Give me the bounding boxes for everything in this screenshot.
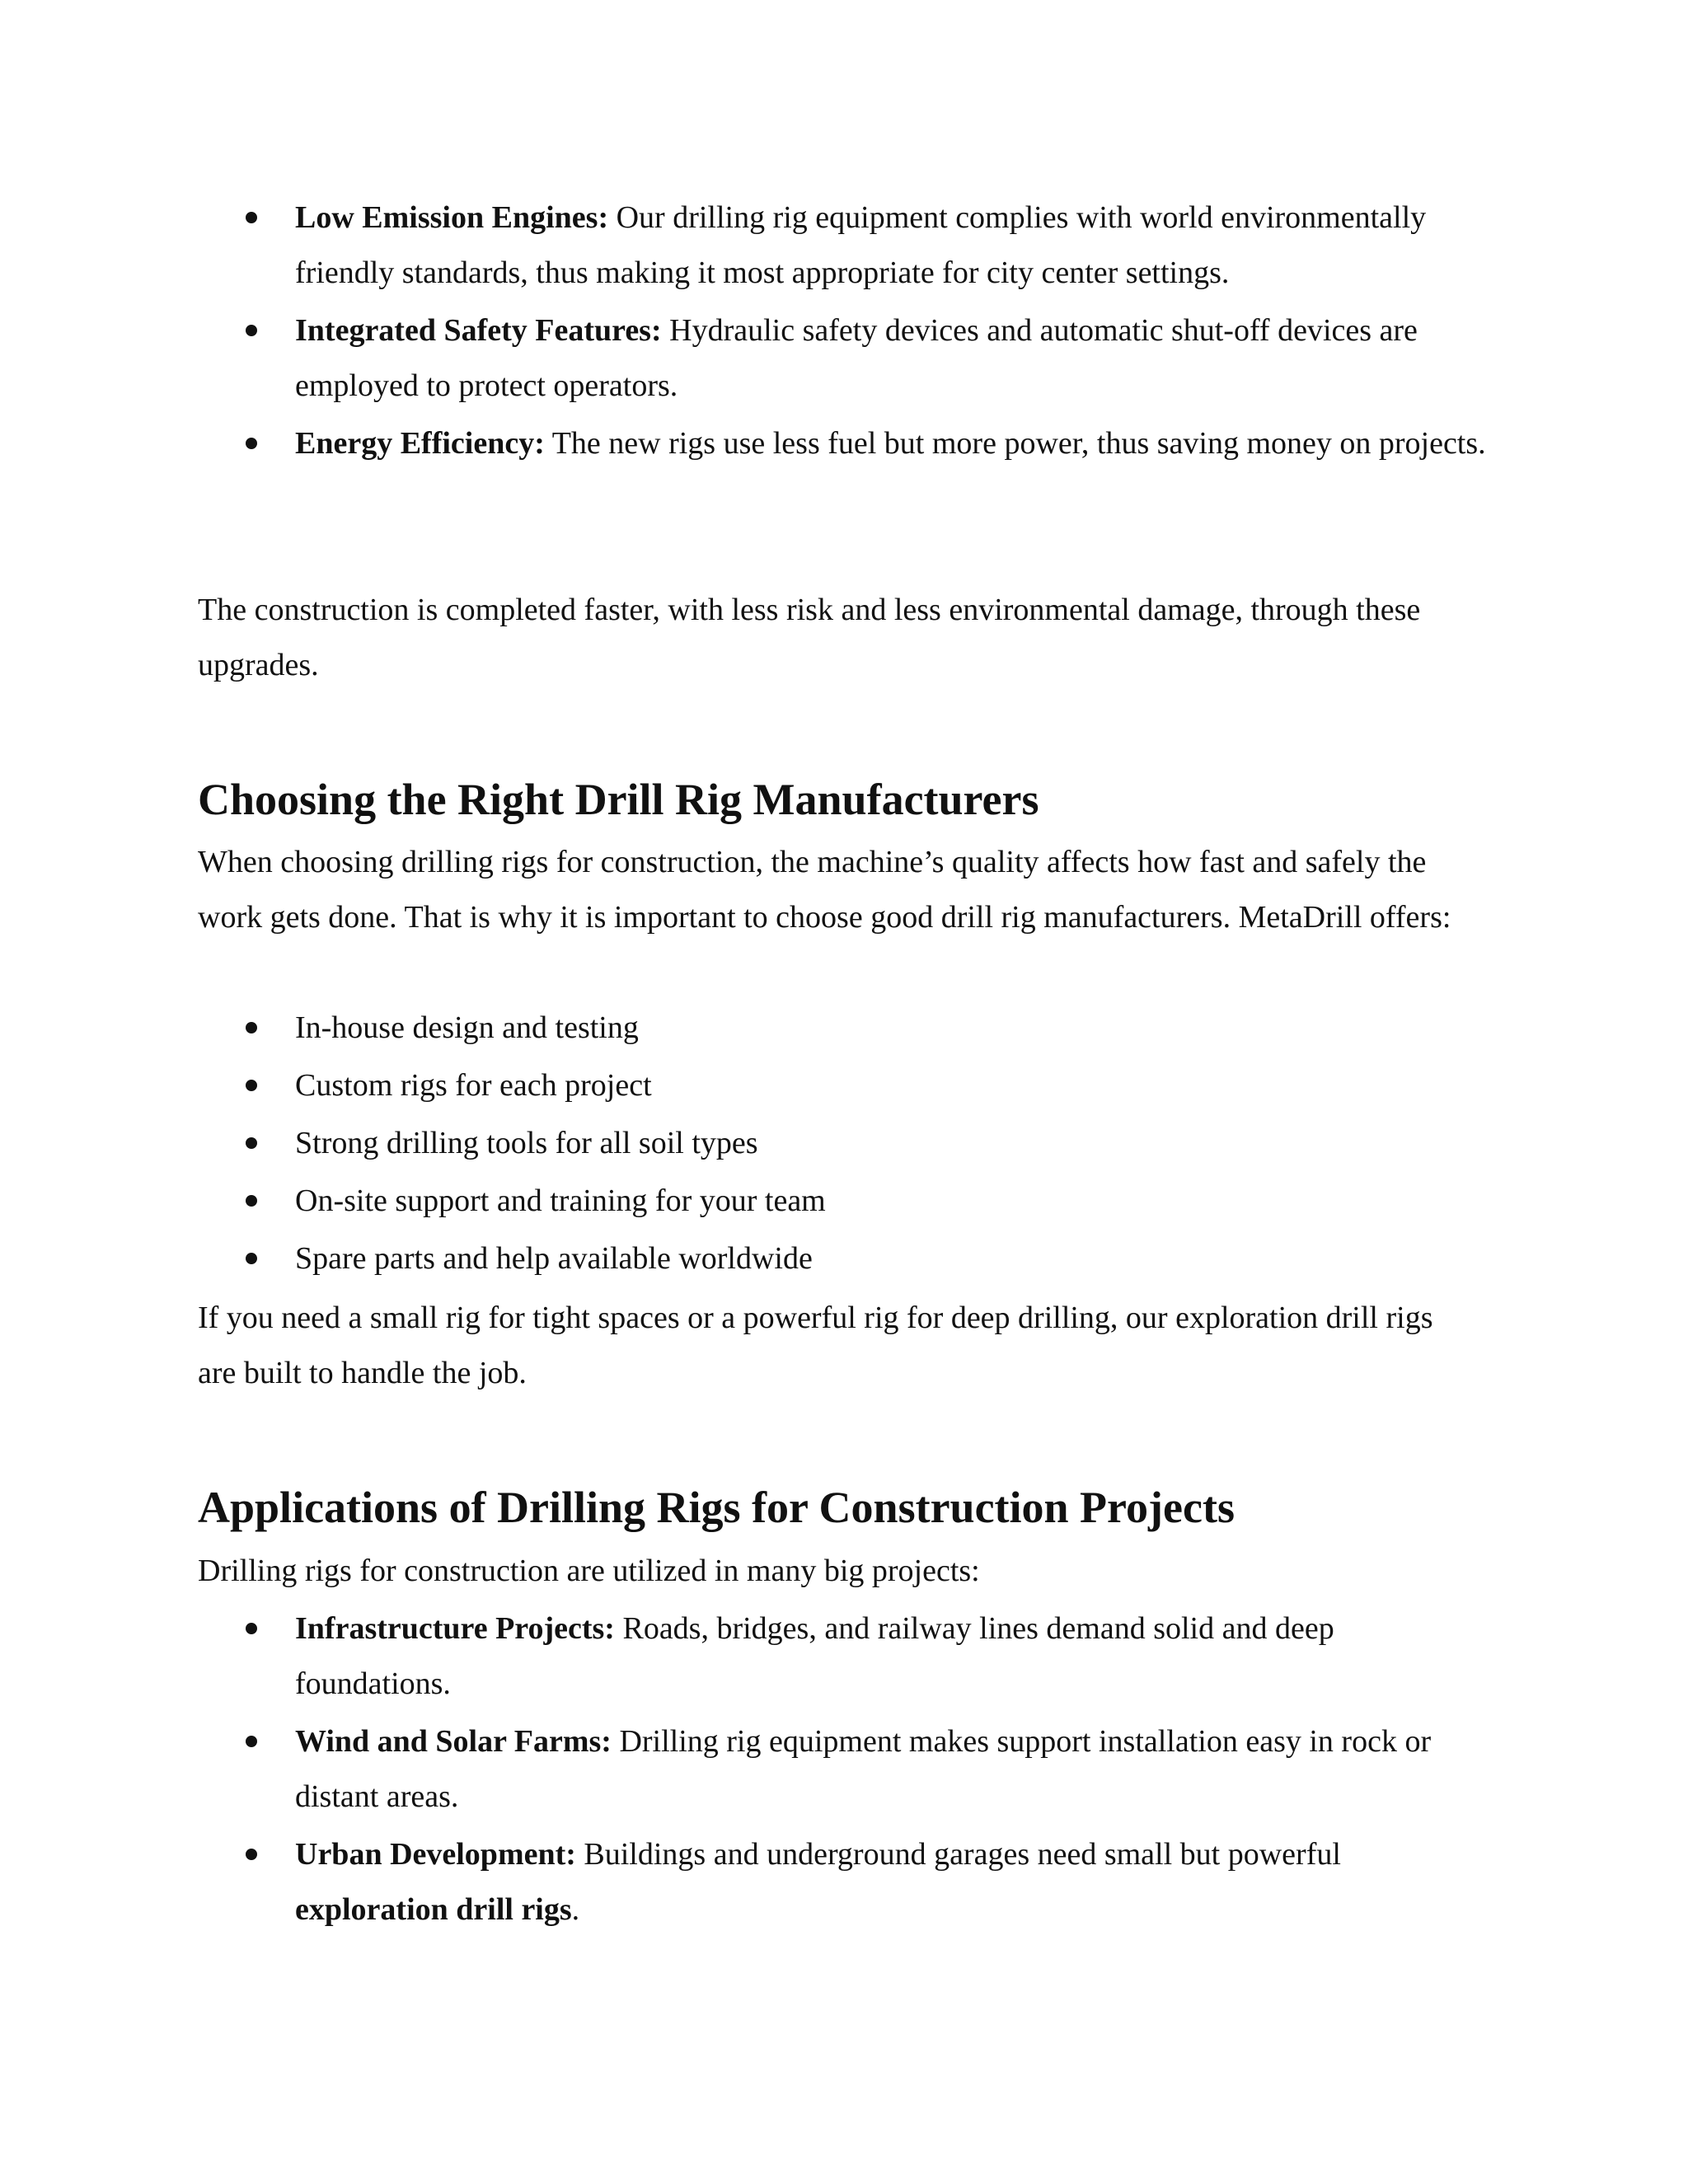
bullet-icon [246,1137,257,1149]
list-item: On-site support and training for your team [198,1174,1500,1229]
list-item: Custom rigs for each project [198,1058,1500,1113]
bullet-icon [246,438,257,449]
application-emphasis: exploration drill rigs [295,1892,572,1927]
application-description: Roads, bridges, and railway lines demand solid and deep foundations. [295,1611,1334,1701]
list-item [198,416,1515,471]
list-item [198,1827,1474,1938]
bullet-icon [246,1080,257,1091]
list-item [198,190,1465,301]
list-item [198,303,1515,414]
application-term: Wind and Solar Farms: [295,1724,612,1759]
list-item [198,1601,1465,1712]
feature-term: Low Emission Engines: [295,200,609,235]
application-term: Infrastructure Projects: [295,1611,615,1646]
list-item: In-house design and testing [198,1001,1500,1056]
bullet-icon [246,1736,257,1747]
application-description: Buildings and underground garages need small but powerful [575,1837,1341,1872]
list-item [198,1714,1515,1825]
feature-description: Our drilling rig equipment complies with world environmentally friendly standards, thus making it most appropriate for city center settings. [295,200,1427,290]
bullet-icon [246,212,257,223]
bullet-icon [246,1253,257,1264]
section-heading-applications: Applications of Drilling Rigs for Construction Projects [198,1483,1235,1532]
section-closing: If you need a small rig for tight spaces or a powerful rig for deep drilling, our exploration drill rigs are built to handle the job. [198,1301,1433,1390]
feature-term: Integrated Safety Features: [295,313,662,348]
bullet-icon [246,1195,257,1207]
application-term: Urban Development: [295,1837,576,1872]
bullet-icon [246,325,257,336]
bullet-icon [246,1022,257,1033]
application-description: Drilling rig equipment makes support installation easy in rock or distant areas. [295,1724,1432,1814]
application-end: . [571,1892,580,1927]
application-list [198,1601,1500,1940]
bullet-icon [246,1849,257,1860]
bullet-icon [246,1623,257,1634]
list-item: Spare parts and help available worldwide [198,1231,1500,1286]
section-paragraph: Drilling rigs for construction are utilized in many big projects: [198,1554,980,1588]
section-paragraph: When choosing drilling rigs for construction, the machine’s quality affects how fast and safely the work gets done. That is why it is important to choose good drill rig manufacturers. MetaDrill offers: [198,845,1451,935]
feature-description: The new rigs use less fuel but more power, thus saving money on projects. [544,426,1486,461]
offer-list [198,1001,1500,1289]
feature-term: Energy Efficiency: [295,426,545,461]
intro-summary: The construction is completed faster, with less risk and less environmental damage, through these upgrades. [198,593,1421,682]
feature-list [198,190,1500,474]
feature-description: Hydraulic safety devices and automatic shut-off devices are employed to protect operators. [295,313,1418,403]
list-item: Strong drilling tools for all soil types [198,1116,1500,1171]
section-heading-manufacturers: Choosing the Right Drill Rig Manufacturers [198,775,1039,824]
